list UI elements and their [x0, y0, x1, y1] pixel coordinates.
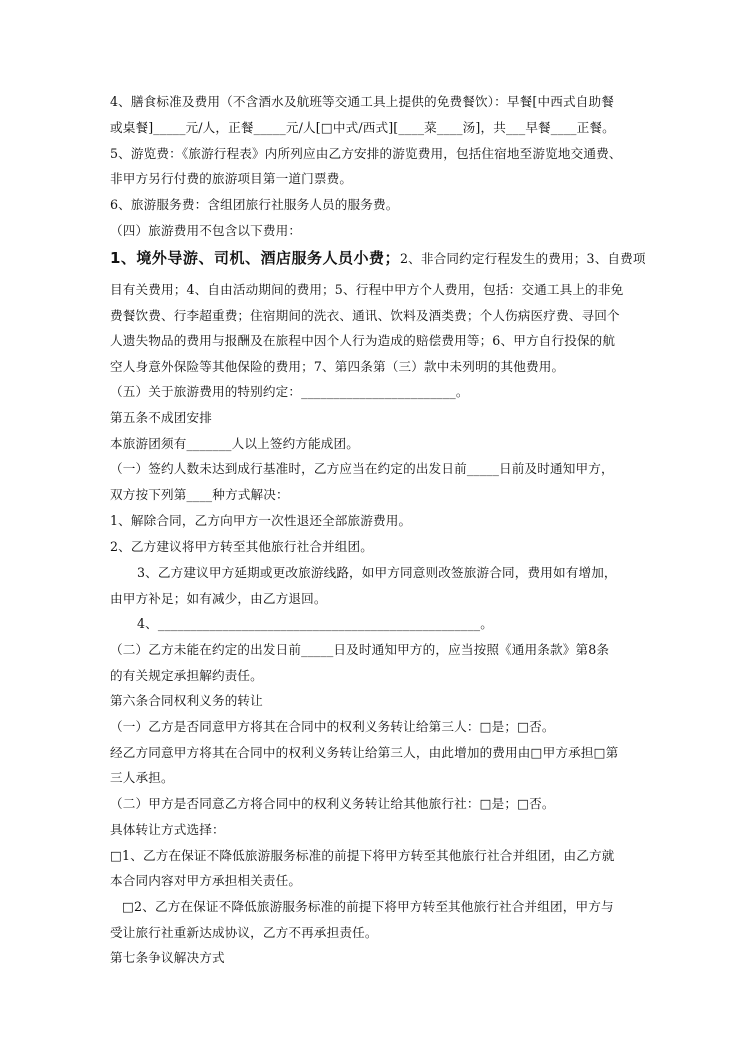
text-line: （一）签约人数未达到成行基准时，乙方应当在约定的出发日前_____日前及时通知甲方，	[110, 461, 614, 476]
text-line: （四）旅游费用不包含以下费用：	[110, 223, 302, 238]
text-line: 1、解除合同，乙方向甲方一次性退还全部旅游费用。	[110, 513, 412, 528]
text-line: 目有关费用；4、自由活动期间的费用；5、行程中甲方个人费用，包括：交通工具上的非免	[110, 282, 624, 297]
text-line: （一）乙方是否同意甲方将其在合同中的权利义务转让给第三人：□是；□否。	[110, 719, 555, 734]
text-line: 经乙方同意甲方将其在合同中的权利义务转让给第三人，由此增加的费用由□甲方承担□第	[110, 745, 619, 760]
section-heading: 第七条争议解决方式	[110, 950, 225, 965]
text-line: 5、游览费：《旅游行程表》内所列应由乙方安排的游览费用，包括住宿地至游览地交通费、	[110, 146, 622, 161]
text-line: 人遗失物品的费用与报酬及在旅程中因个人行为造成的赔偿费用等；6、甲方自行投保的航	[110, 333, 616, 348]
text-line: 双方按下列第____种方式解决：	[110, 487, 289, 502]
text-line	[110, 249, 646, 267]
text-line: 受让旅行社重新达成协议，乙方不再承担责任。	[110, 925, 378, 940]
text-segment: 2、非合同约定行程发生的费用；3、自费项	[399, 251, 646, 266]
text-line: 本旅游团须有_______人以上签约方能成团。	[110, 436, 360, 451]
text-line: 费餐饮费、行李超重费；住宿期间的洗衣、通讯、饮料及酒类费；个人伤病医疗费、寻回个	[110, 308, 620, 323]
text-line: 2、乙方建议将甲方转至其他旅行社合并组团。	[110, 539, 374, 554]
text-line: 4、膳食标准及费用（不含酒水及航班等交通工具上提供的免费餐饮）：早餐[中西式自助餐	[110, 94, 614, 109]
text-line: 空人身意外保险等其他保险的费用；7、第四条第（三）款中未列明的其他费用。	[110, 359, 565, 374]
text-line: （二）甲方是否同意乙方将合同中的权利义务转让给其他旅行社：□是；□否。	[110, 796, 555, 811]
text-line: □2、乙方在保证不降低旅游服务标准的前提下将甲方转至其他旅行社合并组团，甲方与	[122, 899, 614, 914]
text-line: 由甲方补足；如有减少，由乙方退回。	[110, 591, 327, 606]
text-line: 或桌餐]_____元/人，正餐_____元/人[□中式/西式][____菜____汤]，共___早餐____正餐。	[110, 120, 615, 135]
text-line: 本合同内容对甲方承担相关责任。	[110, 873, 302, 888]
text-line: 非甲方另行付费的旅游项目第一道门票费。	[110, 171, 353, 186]
text-line: 6、旅游服务费：含组团旅行社服务人员的服务费。	[110, 197, 399, 212]
text-line: 4、__________________________________________________。	[137, 616, 493, 631]
text-line: 3、乙方建议甲方延期或更改旅游线路，如甲方同意则改签旅游合同，费用如有增加，	[137, 565, 617, 580]
emphasis-text: 1、境外导游、司机、酒店服务人员小费；	[110, 249, 400, 267]
text-line: □1、乙方在保证不降低旅游服务标准的前提下将甲方转至其他旅行社合并组团，由乙方就	[110, 848, 615, 863]
text-line: 的有关规定承担解约责任。	[110, 668, 263, 683]
text-line: （五）关于旅游费用的特别约定：________________________。	[110, 384, 469, 399]
text-line: 具体转让方式选择：	[110, 822, 225, 837]
text-line: （二）乙方未能在约定的出发日前_____日及时通知甲方的，应当按照《通用条款》第8条	[110, 642, 610, 657]
text-line: 三人承担。	[110, 770, 174, 785]
section-heading: 第六条合同权利义务的转让	[110, 693, 263, 708]
section-heading: 第五条不成团安排	[110, 410, 212, 425]
